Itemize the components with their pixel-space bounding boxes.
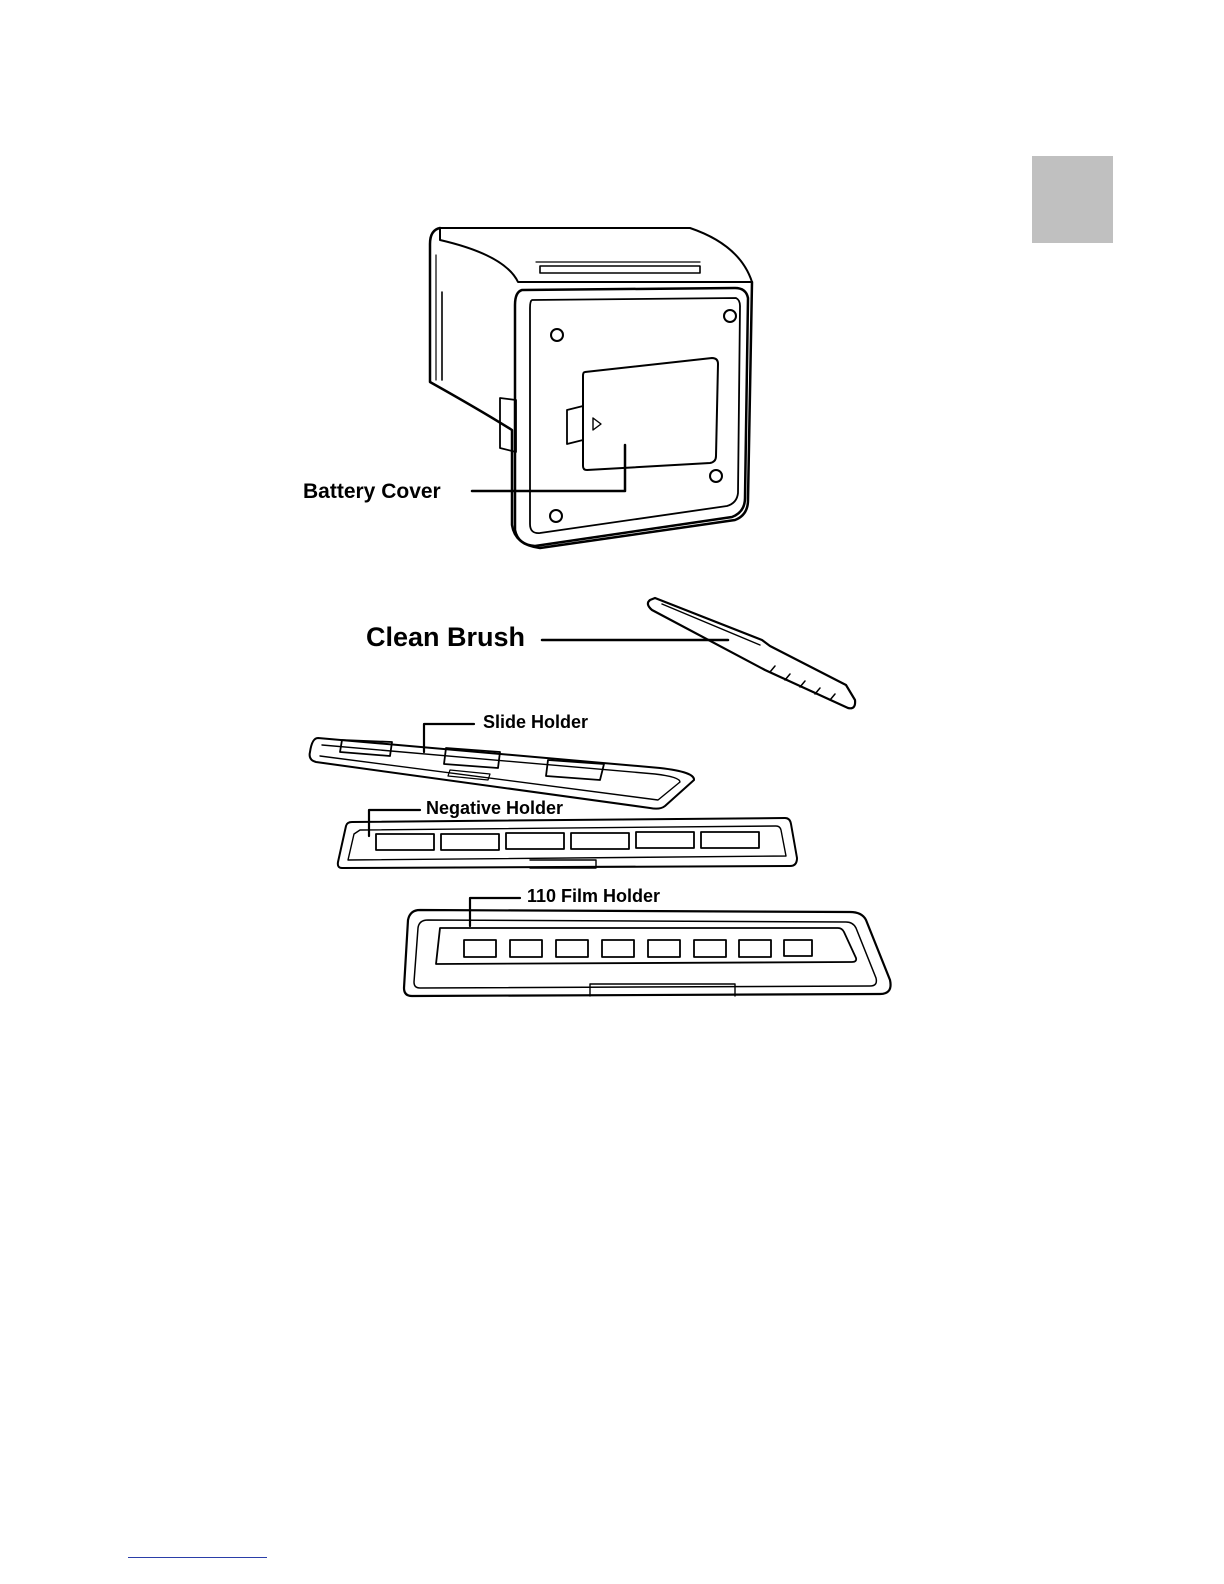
film-holder-110 xyxy=(404,910,891,996)
slide-holder-label: Slide Holder xyxy=(483,712,589,732)
battery-cover-leader xyxy=(472,445,625,491)
clean-brush-label: Clean Brush xyxy=(366,622,526,652)
film-holder-110-leader xyxy=(470,898,520,926)
battery-cover-label: Battery Cover xyxy=(303,480,441,503)
film-holder-110-label: 110 Film Holder xyxy=(527,886,661,906)
negative-holder-leader xyxy=(369,810,420,836)
footer-rule xyxy=(128,1557,267,1558)
negative-holder-label: Negative Holder xyxy=(426,798,564,818)
negative-holder xyxy=(338,818,797,868)
scanner-body xyxy=(430,228,752,548)
clean-brush xyxy=(648,598,855,708)
